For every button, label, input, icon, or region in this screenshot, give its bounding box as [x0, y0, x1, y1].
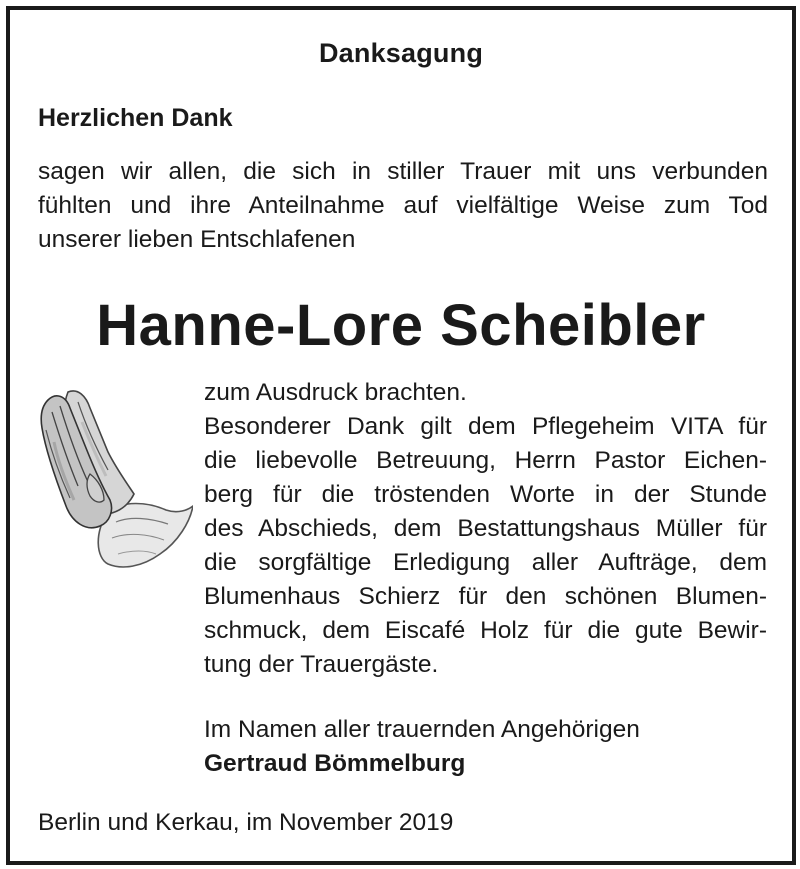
body-paragraph [204, 376, 767, 682]
signoff-intro: Im Namen aller trauernden Angehörigen [204, 716, 640, 743]
body-line: die sorgfältige Erledigung aller Aufträge, dem [204, 549, 767, 576]
body-line: zum Ausdruck brachten. [204, 379, 467, 406]
body-line: tung der Trauergäste. [204, 651, 439, 678]
praying-hands-icon [38, 382, 193, 577]
body-line: schmuck, dem Eiscafé Holz für die gute Bewir- [204, 617, 767, 644]
notice-heading: Danksagung [318, 38, 484, 68]
signer-name: Gertraud Bömmelburg [204, 750, 466, 777]
deceased-name: Hanne-Lore Scheibler [96, 293, 706, 358]
body-line: berg für die tröstenden Worte in der Stunde [204, 481, 767, 508]
intro-line: fühlten und ihre Anteilnahme auf vielfältige Weise zum Tod [38, 192, 768, 219]
place-date: Berlin und Kerkau, im November 2019 [38, 809, 454, 836]
body-line: Blumenhaus Schierz für den schönen Blumen- [204, 583, 767, 610]
notice-subheading: Herzlichen Dank [38, 104, 233, 132]
obituary-notice [6, 6, 796, 865]
intro-line: sagen wir allen, die sich in stiller Trauer mit uns verbunden [38, 158, 768, 185]
body-line: des Abschieds, dem Bestattungshaus Müller für [204, 515, 767, 542]
signoff-block [204, 713, 640, 781]
intro-line: unserer lieben Entschlafenen [38, 226, 356, 253]
intro-paragraph [38, 155, 768, 257]
body-line: die liebevolle Betreuung, Herrn Pastor Eichen- [204, 447, 767, 474]
body-line: Besonderer Dank gilt dem Pflegeheim VITA für [204, 413, 767, 440]
